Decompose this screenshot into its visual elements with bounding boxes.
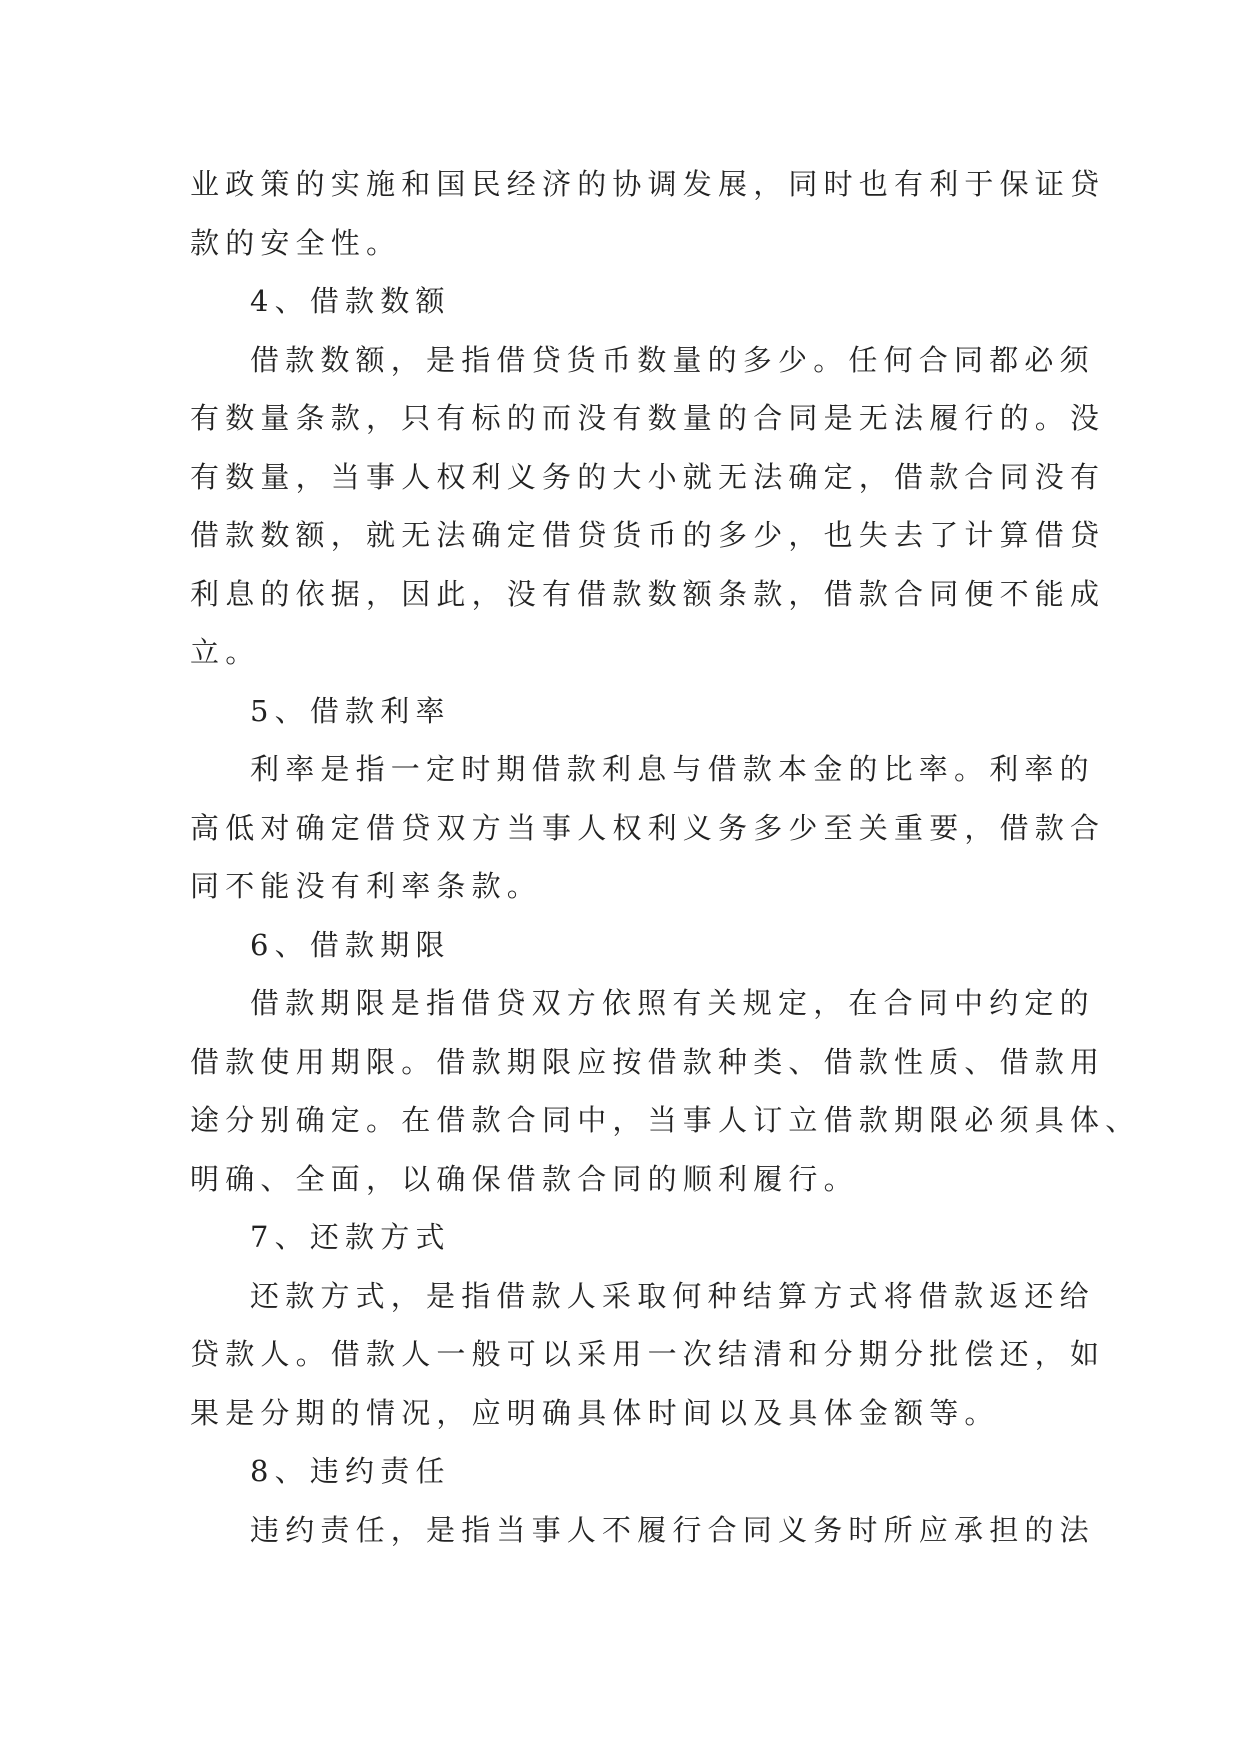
paragraph-line: 业政策的实施和国民经济的协调发展，同时也有利于保证贷 xyxy=(190,167,1106,201)
paragraph-line: 有数量条款，只有标的而没有数量的合同是无法履行的。没 xyxy=(190,401,1106,435)
paragraph-line: 利息的依据，因此，没有借款数额条款，借款合同便不能成 xyxy=(190,576,1106,611)
paragraph-line: 高低对确定借贷双方当事人权利义务多少至关重要，借款合 xyxy=(190,810,1106,845)
paragraph-line: 借款使用期限。借款期限应按借款种类、借款性质、借款用 xyxy=(190,1044,1106,1079)
paragraph-line: 款的安全性。 xyxy=(190,225,402,260)
section-heading-interest-rate: 5、借款利率 xyxy=(250,693,451,728)
section-heading-loan-amount: 4、借款数额 xyxy=(250,284,451,318)
paragraph-line: 借款数额，就无法确定借贷货币的多少，也失去了计算借贷 xyxy=(190,518,1106,552)
paragraph-line: 明确、全面，以确保借款合同的顺利履行。 xyxy=(190,1161,859,1196)
paragraph-line: 果是分期的情况，应明确具体时间以及具体金额等。 xyxy=(190,1395,1000,1430)
paragraph-line: 利率是指一定时期借款利息与借款本金的比率。利率的 xyxy=(250,752,1095,786)
paragraph-line: 同不能没有利率条款。 xyxy=(190,869,543,903)
paragraph-line: 途分别确定。在借款合同中，当事人订立借款期限必须具体、 xyxy=(190,1103,1141,1137)
paragraph-line: 借款数额，是指借贷货币数量的多少。任何合同都必须 xyxy=(250,342,1095,377)
body-text xyxy=(190,155,1141,1559)
paragraph-line: 违约责任，是指当事人不履行合同义务时所应承担的法 xyxy=(250,1512,1095,1547)
paragraph-line: 贷款人。借款人一般可以采用一次结清和分期分批偿还，如 xyxy=(190,1337,1106,1371)
paragraph-line: 有数量，当事人权利义务的大小就无法确定，借款合同没有 xyxy=(190,459,1106,494)
section-heading-repayment-method: 7、还款方式 xyxy=(250,1220,451,1254)
section-heading-liability: 8、违约责任 xyxy=(250,1454,451,1488)
section-heading-loan-term: 6、借款期限 xyxy=(250,927,451,962)
paragraph-line: 还款方式，是指借款人采取何种结算方式将借款返还给 xyxy=(250,1278,1095,1313)
paragraph-line: 立。 xyxy=(190,635,261,669)
paragraph-line: 借款期限是指借贷双方依照有关规定，在合同中约定的 xyxy=(250,986,1095,1020)
